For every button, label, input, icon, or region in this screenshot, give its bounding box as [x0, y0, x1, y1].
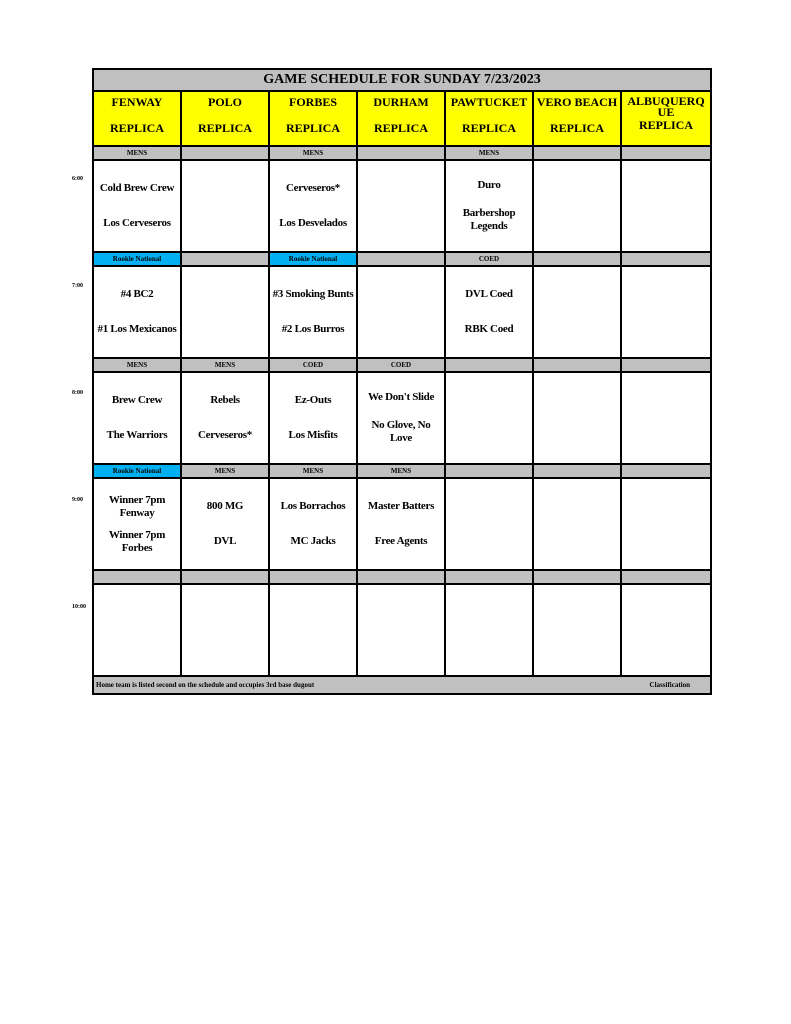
classification-cell: MENS: [94, 147, 182, 159]
schedule-footer: [94, 677, 710, 693]
visiting-team: #4 BC2: [120, 288, 154, 300]
visiting-team: Los Borrachos: [280, 500, 346, 512]
game-row: [94, 373, 710, 465]
game-cell: [446, 267, 534, 357]
visiting-team: Ez-Outs: [294, 394, 332, 406]
classification-cell: COED: [270, 359, 358, 371]
game-cell: [446, 373, 534, 463]
game-cell: [358, 161, 446, 251]
classification-cell: Rookie National: [270, 253, 358, 265]
game-cell: [182, 373, 270, 463]
classification-cell: COED: [358, 359, 446, 371]
classification-cell: MENS: [270, 147, 358, 159]
classification-cell: COED: [446, 253, 534, 265]
classification-cell: [94, 571, 182, 583]
classification-row: [94, 147, 710, 161]
field-header-fenway: FENWAY REPLICA: [94, 92, 182, 145]
game-cell: [270, 161, 358, 251]
game-cell: [534, 161, 622, 251]
visiting-team: Master Batters: [367, 500, 435, 512]
time-label: 7:00: [72, 283, 83, 289]
game-cell: [182, 267, 270, 357]
field-header-row: [94, 92, 710, 147]
classification-cell: MENS: [446, 147, 534, 159]
home-team: The Warriors: [106, 429, 168, 441]
game-cell: [534, 585, 622, 675]
classification-row: [94, 465, 710, 479]
classification-cell: [534, 147, 622, 159]
field-header-vero-beach: VERO BEACH REPLICA: [534, 92, 622, 145]
classification-cell: [358, 571, 446, 583]
visiting-team: #3 Smoking Bunts: [272, 288, 354, 300]
visiting-team: Duro: [477, 178, 501, 191]
game-cell: [182, 585, 270, 675]
home-team: #1 Los Mexicanos: [97, 323, 177, 335]
home-team: Barbershop Legends: [462, 207, 516, 233]
game-cell: [446, 479, 534, 569]
classification-cell: MENS: [270, 465, 358, 477]
home-team: Los Desvelados: [279, 217, 347, 229]
game-cell: [182, 161, 270, 251]
game-cell: [94, 479, 182, 569]
classification-cell: [622, 571, 710, 583]
classification-cell: [182, 253, 270, 265]
schedule-body: [94, 147, 710, 677]
classification-row: [94, 253, 710, 267]
classification-cell: [534, 465, 622, 477]
classification-cell: Rookie National: [94, 465, 182, 477]
visiting-team: Rebels: [210, 394, 240, 406]
schedule-title: GAME SCHEDULE FOR SUNDAY 7/23/2023: [94, 70, 710, 92]
game-cell: [358, 373, 446, 463]
game-cell: [94, 161, 182, 251]
game-row: [94, 267, 710, 359]
classification-cell: [622, 147, 710, 159]
time-label: 9:00: [72, 497, 83, 503]
game-cell: [270, 373, 358, 463]
home-team-note: Home team is listed second on the schedule and occupies 3rd base dugout: [96, 681, 315, 689]
game-cell: [622, 267, 710, 357]
schedule-sheet: [92, 68, 712, 695]
classification-cell: [358, 253, 446, 265]
game-cell: [270, 267, 358, 357]
home-team: RBK Coed: [464, 323, 514, 335]
field-header-pawtucket: PAWTUCKET REPLICA: [446, 92, 534, 145]
game-cell: [358, 267, 446, 357]
classification-cell: [270, 571, 358, 583]
field-header-polo: POLO REPLICA: [182, 92, 270, 145]
time-label: 6:00: [72, 176, 83, 182]
game-cell: [622, 585, 710, 675]
game-cell: [446, 585, 534, 675]
game-cell: [622, 373, 710, 463]
field-header-forbes: FORBES REPLICA: [270, 92, 358, 145]
classification-cell: [534, 253, 622, 265]
game-cell: [534, 373, 622, 463]
classification-cell: [622, 465, 710, 477]
game-cell: [270, 585, 358, 675]
game-cell: [94, 267, 182, 357]
classification-cell: [446, 465, 534, 477]
classification-cell: MENS: [182, 465, 270, 477]
time-label: 10:00: [72, 604, 86, 610]
time-label: 8:00: [72, 390, 83, 396]
game-cell: [94, 585, 182, 675]
game-cell: [534, 479, 622, 569]
classification-cell: [182, 571, 270, 583]
game-cell: [446, 161, 534, 251]
game-cell: [358, 479, 446, 569]
home-team: No Glove, No Love: [371, 419, 431, 445]
game-cell: [270, 479, 358, 569]
classification-cell: [622, 253, 710, 265]
game-row: [94, 585, 710, 677]
home-team: DVL: [213, 535, 237, 547]
classification-row: [94, 359, 710, 373]
classification-cell: [358, 147, 446, 159]
game-cell: [358, 585, 446, 675]
game-cell: [622, 161, 710, 251]
visiting-team: Cerveseros*: [286, 182, 340, 194]
classification-cell: [534, 571, 622, 583]
classification-cell: [446, 571, 534, 583]
game-cell: [182, 479, 270, 569]
classification-cell: [446, 359, 534, 371]
visiting-team: Cold Brew Crew: [99, 182, 175, 194]
game-row: [94, 479, 710, 571]
home-team: Free Agents: [374, 535, 428, 547]
home-team: Los Cerveseros: [103, 217, 171, 229]
home-team: #2 Los Burros: [281, 323, 345, 335]
classification-cell: [534, 359, 622, 371]
classification-row: [94, 571, 710, 585]
game-cell: [94, 373, 182, 463]
game-row: [94, 161, 710, 253]
home-team: Cerveseros*: [198, 429, 252, 441]
classification-cell: Rookie National: [94, 253, 182, 265]
classification-cell: MENS: [358, 465, 446, 477]
field-header-albuquerque: ALBUQUERQUE REPLICA: [627, 94, 705, 132]
classification-cell: [622, 359, 710, 371]
visiting-team: DVL Coed: [465, 288, 513, 300]
visiting-team: 800 MG: [206, 500, 244, 512]
home-team: MC Jacks: [290, 535, 336, 547]
classification-cell: MENS: [182, 359, 270, 371]
classification-cell: MENS: [94, 359, 182, 371]
classification-cell: [182, 147, 270, 159]
home-team: Winner 7pm Forbes: [108, 528, 166, 554]
game-cell: [622, 479, 710, 569]
home-team: Los Misfits: [288, 429, 338, 441]
classification-legend: Classification: [649, 681, 690, 689]
visiting-team: We Don't Slide: [367, 390, 435, 403]
visiting-team: Brew Crew: [111, 394, 163, 406]
visiting-team: Winner 7pm Fenway: [108, 493, 166, 519]
game-cell: [534, 267, 622, 357]
field-header-durham: DURHAM REPLICA: [358, 92, 446, 145]
